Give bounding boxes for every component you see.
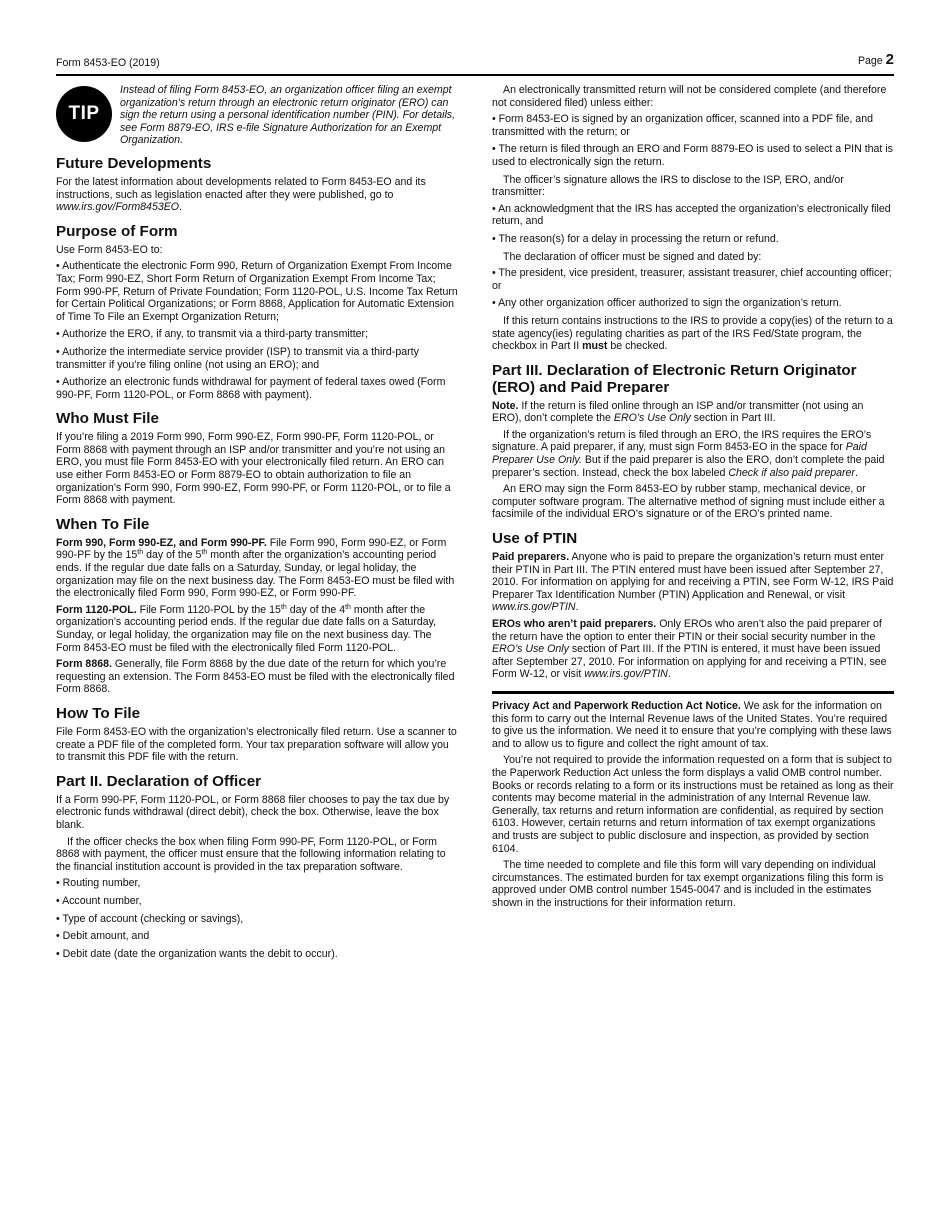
complete-bullet: • Form 8453-EO is signed by an organization officer, scanned into a PDF file, and transmitted with the return; or	[492, 113, 873, 138]
tip-box	[56, 84, 458, 147]
part2-paragraph: If the officer checks the box when filing Form 990-PF, Form 1120-POL, or Form 8868 with payment, the officer must ensure that the following information relating to the financial institution account is provided in the tax preparation software.	[56, 835, 446, 873]
declaration-bullet: • Any other organization officer authorized to sign the organization’s return.	[492, 297, 842, 310]
purpose-bullet: • Authorize the ERO, if any, to transmit via a third-party transmitter;	[56, 328, 369, 341]
purpose-bullet: • Authenticate the electronic Form 990, Return of Organization Exempt From Income Tax; Form 990-EZ, Short Form Return of Organization Exempt From Income Tax; Form 990-PF, Return of Private Foundation; Form 1120-POL, U.S. Income Tax Return for Certain Political Organizations; or Form 8868, Application for Automatic Extension of Time To File an Exempt Organization Return;	[56, 260, 458, 323]
eros-paragraph: EROs who aren’t paid preparers. Only EROs who aren’t also the paid preparer of the return have the option to enter their PTIN or their social security number in the ERO’s Use Only section of Part III. If the PTIN is entered, it must have been issued after September 27, 2010. For information on applying for and receiving a PTIN, see Form W-12, or visit www.irs.gov/PTIN.	[492, 618, 887, 681]
who-must-file-heading: Who Must File	[56, 410, 159, 428]
ptin-link: www.irs.gov/PTIN	[492, 601, 576, 614]
how-to-file-text: File Form 8453-EO with the organization’s electronically filed return. Use a scanner to create a PDF file of the completed form. Your tax preparation software will allow you to transmit this PDF file with the return.	[56, 725, 457, 764]
account-bullet: • Debit date (date the organization wants the debit to occur).	[56, 947, 338, 960]
disclose-paragraph: The officer’s signature allows the IRS to disclose to the ISP, ERO, and/or transmitter:	[492, 173, 844, 199]
future-developments-text: For the latest information about developments related to Form 8453-EO and its instructions, such as legislation enacted after they were published, go to www.irs.gov/Form8453EO.	[56, 175, 426, 214]
who-must-file-text: If you’re filing a 2019 Form 990, Form 990-EZ, Form 990-PF, Form 1120-POL, or Form 8868 with payment through an ISP and/or transmitter and you’re not using an ERO, you must file Form 8453-EO with your electronically filed return. An ERO can use either Form 8453-EO or Form 8879-EO to obtain authorization to file an organization’s Form 990, Form 990-EZ, Form 990-PF, or Form 1120-POL, or to file a Form 8868 with payment.	[56, 431, 451, 507]
how-to-file-heading: How To File	[56, 704, 141, 722]
part2-heading: Part II. Declaration of Officer	[56, 772, 262, 790]
purpose-intro: Use Form 8453-EO to:	[56, 243, 163, 256]
complete-paragraph: An electronically transmitted return will not be considered complete (and therefore not considered filed) unless either:	[492, 84, 887, 109]
account-bullet: • Account number,	[56, 894, 142, 907]
account-bullet: • Routing number,	[56, 877, 141, 890]
stamp-paragraph: An ERO may sign the Form 8453-EO by rubber stamp, mechanical device, or computer software program. The alternative method of signing must include either a facsimile of the individual ERO’s signature or of the ERO’s printed name.	[492, 483, 885, 521]
ptin-link: www.irs.gov/PTIN	[584, 668, 668, 681]
declaration-bullet: • The president, vice president, treasurer, assistant treasurer, chief accounting officer; or	[492, 267, 892, 292]
declaration-paragraph: The declaration of officer must be signed and dated by:	[503, 250, 762, 263]
when-990-paragraph: Form 990, Form 990-EZ, and Form 990-PF. File Form 990, Form 990-EZ, or Form 990-PF by the 15th day of the 5th month after the organization’s accounting period ends. If the regular due date falls on a Saturday, Sunday, or legal holiday, the organization may file on the next business day. The Form 8453-EO must be filed with the electronically filed Form 990, Form 990-EZ, or Form 990-PF.	[56, 536, 455, 600]
future-developments-heading: Future Developments	[56, 154, 212, 172]
part3-heading: Part III. Declaration of Electronic Return Originator (ERO) and Paid Preparer	[492, 361, 857, 396]
purpose-bullet: • Authorize an electronic funds withdrawal for payment of federal taxes owed (Form 990-PF, Form 1120-POL, or Form 8868 with payment).	[56, 376, 446, 401]
page-number: Page 2	[857, 51, 894, 68]
account-bullet: • Type of account (checking or savings),	[56, 912, 244, 925]
disclose-bullet: • The reason(s) for a delay in processing the return or refund.	[492, 232, 779, 245]
purpose-heading: Purpose of Form	[56, 222, 178, 240]
left-column	[56, 84, 458, 965]
privacy-paragraph: The time needed to complete and file this form will vary depending on individual circumstances. The estimated burden for tax exempt organizations filing this form is approved under OMB control number 1545-0047 and is included in the estimates shown in the instructions for their information return.	[492, 859, 884, 909]
form-label: Form 8453-EO (2019)	[56, 57, 160, 69]
when-8868-paragraph: Form 8868. Generally, file Form 8868 by the due date of the return for which you’re requesting an extension. The Form 8453-EO must be filed with the electronically filed Form 8868.	[56, 658, 455, 696]
state-paragraph: If this return contains instructions to the IRS to provide a copy(ies) of the return to a state agency(ies) regulating charities as part of the IRS Fed/State program, the checkbox in Part II must be checked.	[492, 314, 893, 353]
disclose-bullet: • An acknowledgment that the IRS has accepted the organization’s electronically filed return, and	[492, 202, 891, 228]
tip-icon: TIP	[56, 86, 112, 142]
tip-text: Instead of filing Form 8453-EO, an organization officer filing an exempt organization’s return through an electronic return originator (ERO) can sign the return using a personal identification number (PIN). For details, see Form 8879-EO, IRS e-file Signature Authorization for an Exempt Organization.	[120, 84, 456, 147]
section-divider	[492, 691, 894, 694]
ero-paragraph: If the organization’s return is filed through an ERO, the IRS requires the ERO’s signature. A paid preparer, if any, must sign Form 8453-EO in the space for Paid Preparer Use Only. But if the paid preparer is also the ERO, don’t complete the paid preparer’s section. Instead, check the box labeled Check if also paid preparer.	[492, 428, 885, 479]
account-bullet: • Debit amount, and	[56, 930, 150, 943]
part2-paragraph: If a Form 990-PF, Form 1120-POL, or Form 8868 filer chooses to pay the tax due by electronic funds withdrawal (direct debit), check the box. Otherwise, leave the box blank.	[56, 793, 450, 831]
page-header	[56, 51, 894, 76]
when-to-file-heading: When To File	[56, 515, 150, 533]
ptin-heading: Use of PTIN	[492, 530, 578, 548]
right-column	[492, 84, 894, 913]
irs-link: www.irs.gov/Form8453EO	[56, 201, 180, 214]
paid-preparers-paragraph: Paid preparers. Anyone who is paid to prepare the organization’s return must enter their PTIN in Part III. The PTIN entered must have been issued after September 27, 2010. For information on applying for and receiving a PTIN, see Form W-12, IRS Paid Preparer Tax Identification Number (PTIN) Application and Renewal, or visit www.irs.gov/PTIN.	[492, 551, 894, 614]
note-paragraph: Note. If the return is filed online through an ISP and/or transmitter (not using an ERO), don’t complete the ERO’s Use Only section in Part III.	[492, 399, 864, 425]
privacy-paragraph: Privacy Act and Paperwork Reduction Act Notice. We ask for the information on this form to carry out the Internal Revenue laws of the United States. You’re required to give us the information. We need it to ensure that you’re complying with these laws and to allow us to figure and collect the right amount of tax.	[492, 699, 892, 750]
purpose-bullet: • Authorize the intermediate service provider (ISP) to transmit via a third-party transmitter if you’re filing online (not using an ERO); and	[56, 345, 419, 371]
complete-bullet: • The return is filed through an ERO and Form 8879-EO is used to select a PIN that is used to electronically sign the return.	[492, 143, 893, 168]
privacy-paragraph: You’re not required to provide the information requested on a form that is subject to the Paperwork Reduction Act unless the form displays a valid OMB control number. Books or records relating to a form or its instructions must be retained as long as their contents may become material in the administration of any Internal Revenue law. Generally, tax returns and return information are confidential, as required by section 6103. However, certain returns and return information of tax exempt organizations and trusts are subject to public disclosure and inspection, as provided by section 6104.	[492, 754, 894, 855]
when-1120-paragraph: Form 1120-POL. File Form 1120-POL by the 15th day of the 4th month after the organization’s accounting period ends. If the regular due date falls on a Saturday, Sunday, or legal holiday, the organization may file on the next business day. The Form 8453-EO must be filed with the electronically filed Form 1120-POL.	[56, 603, 437, 654]
